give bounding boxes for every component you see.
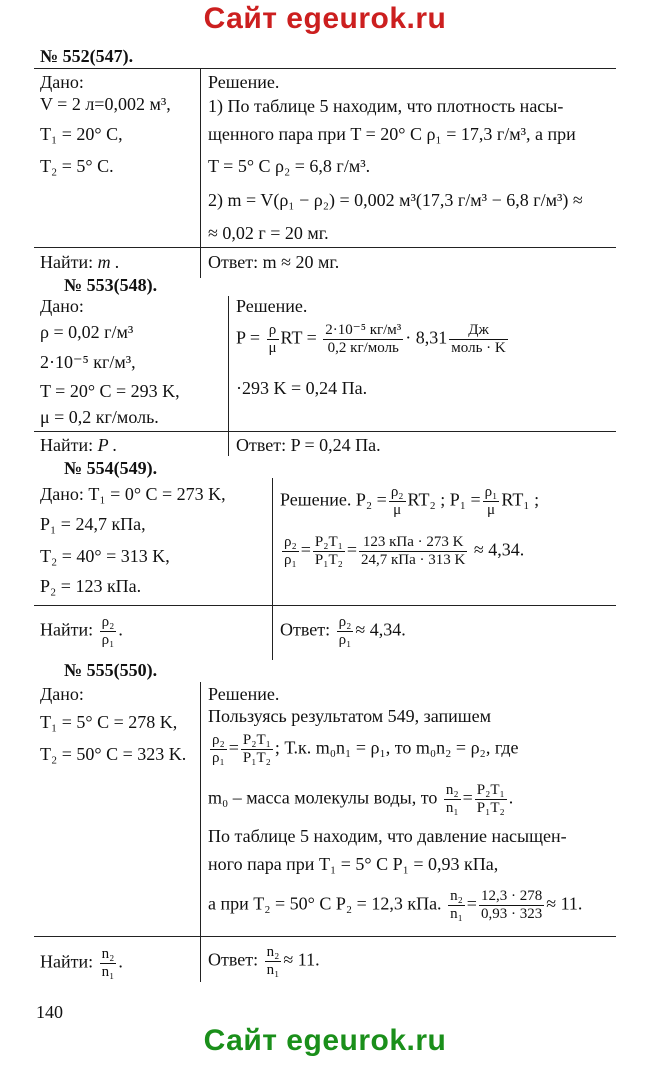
fraction: $\frac{\text{n₂}}{\text{n₁}}$ [266,944,280,978]
fraction: $\frac{\text{P₂T₁}}{\text{P₁T₂}}$ [476,782,505,816]
given-value: P₂ = 123 кПа. [40,576,142,596]
fraction: $\frac{\text{P₂T₁}}{\text{P₁T₂}}$ [242,732,271,766]
divider [34,605,616,606]
problem-555-number: № 555(550). [64,660,158,680]
formula-text: RT = [280,327,317,348]
divider [34,68,616,69]
formula-text: = [346,539,357,560]
formula-text: RT₂ ; P₁ = [407,489,481,510]
formula-text: ≈ 11. [546,893,583,914]
find-value: m . [97,252,120,272]
formula-text: = [300,539,311,560]
formula-text: а при T₂ = 50° C P₂ = 12,3 кПа. [208,893,442,914]
find-label: Найти: [40,951,94,972]
formula-text: Решение. P₂ = [280,489,387,510]
solution-formula [280,534,524,569]
fraction: $\frac{\text{ρ₂}}{\text{ρ₁}}$ [212,732,225,766]
fraction: $\frac{12,3 \cdot 278}{0,93 \cdot 323}$ [480,888,543,922]
solution-line: 2) m = V(ρ₁ − ρ₂) = 0,002 м³(17,3 г/м³ − 6,8 г/м³) ≈ [208,190,583,210]
divider [34,431,616,432]
solution-label: Решение. [208,684,280,704]
divider [272,478,273,660]
fraction: $\frac{\rho}{\mu}$ [268,322,277,356]
divider [34,247,616,248]
find-row [40,252,120,273]
given-label: Дано: [40,72,84,92]
solution-formula: $\frac{\text{ρ₂}}{\text{ρ₁}}$ = $\frac{\text{P₂T₁}}{\text{P₁T₂}}$ ; Т.к. m₀n₁ = ρ₁, то m₀n₂ = ρ₂, где [212,732,519,766]
formula-text: ; Т.к. m₀n₁ = ρ₁, то m₀n₂ = ρ₂, где [274,737,519,758]
fraction: $\frac{\text{ρ₂}}{\mu}$ [390,484,404,518]
fraction: $\frac{\text{123 кПа · 273 K}}{\text{24,7 кПа · 313 K}}$ [361,534,466,568]
given-value: T₁ = 20° C, [40,124,123,144]
answer [280,614,406,649]
given-value: T₁ = 5° C = 278 K, [40,712,178,732]
site-footer: Сайт egeurok.ru [203,1024,447,1057]
solution-line: ≈ 0,02 г = 20 мг. [208,223,329,243]
solution-label: Решение. [208,72,280,92]
answer-label: Ответ: [280,619,331,640]
given-value: T₂ = 40° = 313 K, [40,546,170,566]
fraction: $\frac{\text{P₂T₁}}{\text{P₁T₂}}$ [314,534,343,568]
solution-line: ·293 K = 0,24 Па. [236,378,368,398]
find-fraction: $\frac{\text{n₂}}{\text{n₁}}$ [101,946,115,980]
answer-value: ≈ 11. [283,949,320,970]
divider [34,936,616,937]
formula-text: m₀ – масса молекулы воды, то [208,787,438,808]
problem-554-number: № 554(549). [64,458,158,478]
given-value: T₂ = 5° C. [40,156,114,176]
solution-line: 1) По таблице 5 находим, что плотность насы- [208,96,564,116]
answer [208,944,320,979]
find-row [40,435,117,456]
answer: Ответ: m ≈ 20 мг. [208,252,340,272]
solution-formula [280,484,539,519]
formula-text: P = [236,327,265,348]
given-value: T₂ = 50° C = 323 K. [40,744,187,764]
given-value: 2·10⁻⁵ кг/м³, [40,352,136,372]
given-value: Дано: T₁ = 0° C = 273 K, [40,484,226,504]
given-value: μ = 0,2 кг/моль. [40,407,159,427]
solution-label: Решение. [236,296,308,316]
problem-553-number: № 553(548). [64,275,158,295]
find-label: Найти: [40,619,94,640]
fraction: $\frac{\text{ρ₂}}{\text{ρ₁}}$ [284,534,297,568]
answer-value: ≈ 4,34. [355,619,406,640]
solution-formula [236,322,510,357]
solution-formula: m₀ – масса молекулы воды, то $\frac{\text{n₂}}{\text{n₁}}$ = $\frac{\text{P₂T₁}}{\text{P₁T₂}}$ . [208,782,514,816]
fraction: $\frac{\text{n₂}}{\text{n₁}}$ [450,888,463,922]
given-value: T = 20° C = 293 K, [40,381,180,401]
given-label: Дано: [40,684,84,704]
given-value: ρ = 0,02 г/м³ [40,322,134,342]
formula-text: ≈ 4,34. [473,539,525,560]
find-label: Найти: [40,252,94,272]
fraction: $\frac{\text{ρ₁}}{\mu}$ [484,484,498,518]
find-label: Найти: [40,435,94,455]
given-value: P₁ = 24,7 кПа, [40,514,146,534]
fraction: $\frac{\text{ρ₂}}{\text{ρ₁}}$ [338,614,352,648]
divider [228,296,229,456]
fraction: $\frac{\text{n₂}}{\text{n₁}}$ [445,782,459,816]
formula-text: RT₁ ; [501,489,540,510]
find-fraction: $\frac{\text{ρ₂}}{\text{ρ₁}}$ [101,614,115,648]
solution-formula: а при T₂ = 50° C P₂ = 12,3 кПа. $\frac{\text{n₂}}{\text{n₁}}$ = $\frac{12,3 \cdot 278}{0,93 \cdot 323}$ ≈ 11. [208,888,583,922]
formula-text: · 8,31 [405,327,448,348]
find-row: Найти: $\frac{\text{n₂}}{\text{n₁}}$ . [40,946,123,980]
answer-label: Ответ: [208,949,259,970]
solution-line: Пользуясь результатом 549, запишем [208,706,492,726]
solution-line: ного пара при T₁ = 5° C P₁ = 0,93 кПа, [208,854,499,874]
problem-552-number: № 552(547). [40,46,134,66]
fraction: $\frac{\text{2·10⁻⁵ кг/м³}}{\text{0,2 кг/моль}}$ [325,322,402,356]
answer: Ответ: P = 0,24 Па. [236,435,381,455]
solution-line: щенного пара при T = 20° C ρ₁ = 17,3 г/м³, а при [208,124,576,144]
given-value: V = 2 л=0,002 м³, [40,94,171,114]
page-number: 140 [36,1002,63,1022]
solution-line: T = 5° C ρ₂ = 6,8 г/м³. [208,156,371,176]
solution-line: По таблице 5 находим, что давление насыщен- [208,826,567,846]
divider [200,682,201,982]
given-label: Дано: [40,296,84,316]
fraction: $\frac{Дж}{\text{моль · K}}$ [451,322,506,356]
find-value: P . [97,435,118,455]
site-header: Сайт egeurok.ru [203,2,447,35]
find-row: Найти: $\frac{\text{ρ₂}}{\text{ρ₁}}$ . [40,614,123,648]
